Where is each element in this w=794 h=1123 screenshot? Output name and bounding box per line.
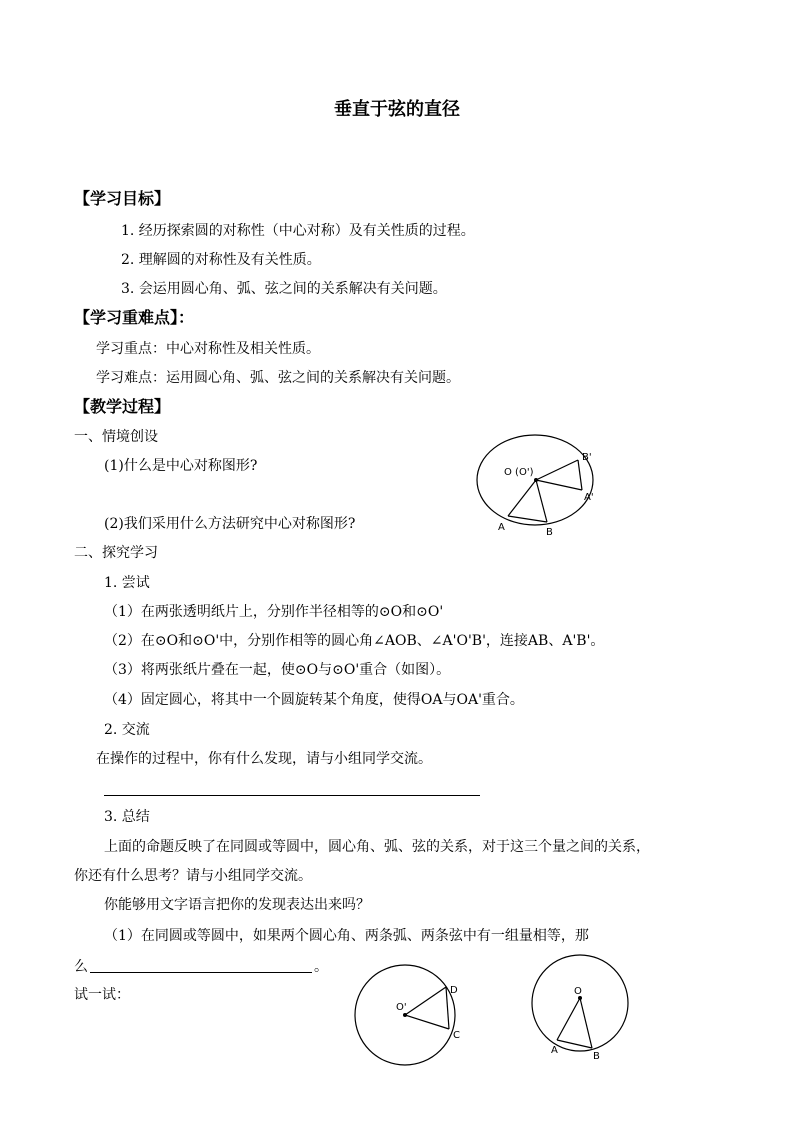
summary-item-1-suffix: 。 xyxy=(314,959,328,975)
step1-item-2: （2）在⊙O和⊙O'中，分别作相等的圆心角∠AOB、∠A'O'B'，连接AB、A'B'。 xyxy=(104,633,605,649)
hard-point: 学习难点：运用圆心角、弧、弦之间的关系解决有关问题。 xyxy=(96,370,460,386)
label-center: O xyxy=(574,986,582,997)
label-A-prime: A' xyxy=(584,492,594,503)
radius-OB-prime xyxy=(536,460,578,480)
step1-item-4: （4）固定圆心，将其中一个圆旋转某个角度，使得OA与OA'重合。 xyxy=(104,692,524,708)
section1-title: 一、情境创设 xyxy=(74,429,158,445)
label-D: D xyxy=(450,985,458,996)
radius-OC xyxy=(405,1015,449,1029)
radius-OA xyxy=(557,998,580,1040)
answer-line-2 xyxy=(90,972,312,973)
radius-OA-prime xyxy=(536,480,582,490)
goal-item-3: 3. 会运用圆心角、弧、弦之间的关系解决有关问题。 xyxy=(121,281,447,297)
figure-circle-O xyxy=(528,950,638,1065)
label-B-prime: B' xyxy=(582,452,592,463)
label-B: B xyxy=(546,527,553,538)
radius-OB xyxy=(580,998,592,1048)
goals-heading: 【学习目标】 xyxy=(74,189,171,208)
radius-OB xyxy=(536,480,547,522)
step1-item-1: （1）在两张透明纸片上，分别作半径相等的⊙O和⊙O' xyxy=(104,604,444,620)
process-heading: 【教学过程】 xyxy=(74,397,171,416)
summary-line-2: 你还有什么思考？请与小组同学交流。 xyxy=(74,868,312,884)
difficulties-heading: 【学习重难点】： xyxy=(74,308,195,327)
step1-title: 1. 尝试 xyxy=(104,575,150,591)
chord-AB xyxy=(508,516,547,522)
step1-item-3: （3）将两张纸片叠在一起，使⊙O与⊙O'重合（如图）。 xyxy=(104,662,451,678)
summary-line-1: 上面的命题反映了在同圆或等圆中，圆心角、弧、弦的关系，对于这三个量之间的关系， xyxy=(104,839,650,855)
radius-OA xyxy=(508,480,536,516)
label-A: A xyxy=(498,522,505,533)
summary-item-1: （1）在同圆或等圆中，如果两个圆心角、两条弧、两条弦中有一组量相等，那 xyxy=(104,928,589,944)
label-A: A xyxy=(551,1045,558,1056)
try-label: 试一试： xyxy=(74,987,130,1003)
figure-rotated-circles xyxy=(470,430,610,540)
section2-title: 二、探究学习 xyxy=(74,545,158,561)
figure-circle-O-prime xyxy=(350,963,470,1068)
step3-title: 3. 总结 xyxy=(104,809,150,825)
chord-DC xyxy=(446,987,449,1029)
label-center: O' xyxy=(396,1002,407,1013)
key-point: 学习重点：中心对称性及相关性质。 xyxy=(96,341,320,357)
label-B: B xyxy=(593,1051,600,1062)
step2-title: 2. 交流 xyxy=(104,722,150,738)
radius-OD xyxy=(405,987,446,1015)
label-C: C xyxy=(453,1030,460,1041)
summary-item-1-prefix: 么 xyxy=(74,959,88,975)
page-title: 垂直于弦的直径 xyxy=(334,99,460,120)
label-center: O (O') xyxy=(504,467,534,478)
goal-item-2: 2. 理解圆的对称性及有关性质。 xyxy=(121,252,321,268)
goal-item-1: 1. 经历探索圆的对称性（中心对称）及有关性质的过程。 xyxy=(121,223,475,239)
section1-question-1: (1)什么是中心对称图形? xyxy=(104,458,258,474)
section1-question-2: (2)我们采用什么方法研究中心对称图形? xyxy=(104,516,356,532)
answer-line-1 xyxy=(104,795,480,796)
chord-AB xyxy=(557,1040,592,1048)
summary-question: 你能够用文字语言把你的发现表达出来吗？ xyxy=(104,897,370,913)
circle-outline xyxy=(532,955,628,1051)
chord-AB-prime xyxy=(578,460,582,490)
step2-text: 在操作的过程中，你有什么发现，请与小组同学交流。 xyxy=(96,751,432,767)
